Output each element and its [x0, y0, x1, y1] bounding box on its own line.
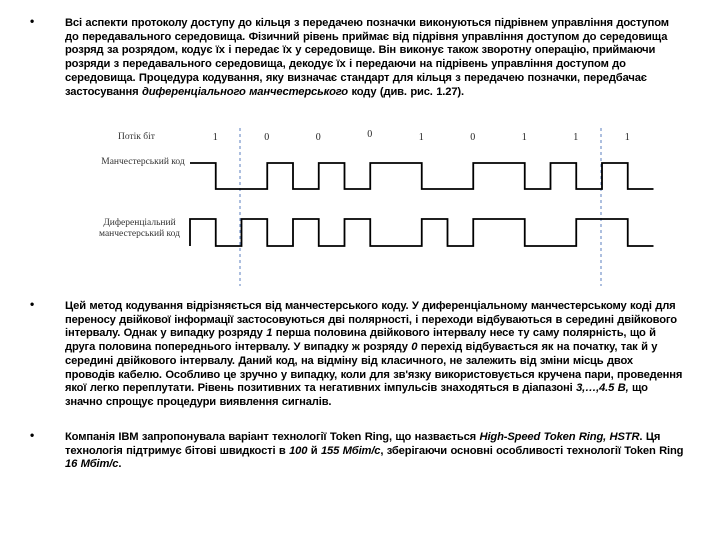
- manchester-waveform: [190, 163, 654, 189]
- paragraph-hstr-text-d: , зберігаючи основні особливості технології Token Ring: [380, 444, 684, 457]
- paragraph-method-bit-zero: 0: [411, 341, 418, 354]
- bit-value-label: 0: [264, 132, 270, 143]
- paragraph-method-text-b: перша половина двійкового інтервалу несе ту саму полярність, що й друга половина попереднього інтервалу. У випадку ж розряду: [65, 327, 656, 354]
- diff-manchester-label: Диференціальний манчестерський код: [99, 218, 180, 239]
- paragraph-hstr-text-b: . Ця технологія підтримує бітові швидкості в: [65, 431, 661, 457]
- paragraph-hstr-speed-155: 155 Мбіт/с: [320, 444, 381, 457]
- bit-value-label: 1: [521, 132, 527, 143]
- paragraph-intro-tail: коду (див. рис. 1.27).: [348, 85, 464, 98]
- bit-value-label: 0: [315, 132, 321, 143]
- paragraph-method-voltage-range: 3,…,4.5 В,: [576, 382, 629, 395]
- manchester-label: Манчестерський код: [101, 157, 185, 167]
- bit-value-label: 1: [418, 132, 424, 143]
- paragraph-method-bit-one: 1: [266, 327, 273, 340]
- diff-manchester-signal: [190, 219, 654, 246]
- bit-value-label: 1: [573, 132, 579, 143]
- paragraph-hstr-name: High-Speed Token Ring, HSTR: [479, 431, 640, 443]
- paragraph-hstr-text-e: .: [118, 458, 122, 471]
- bullet-1: •: [30, 14, 35, 28]
- paragraph-method-text-c: перехід відбувається як на початку, так й у середині двійкового інтервалу. Даний код, на відміну від класичного, не залежить від зміни місць двох проводів кабелю. Особливо це зручно у випадку, коли для зв'язку використовується кручена пари, проведення якої легко переплутати. Рівень позитивних та негативних імпульсів знаходяться в діапазоні: [65, 341, 683, 395]
- bit-value-label: 0: [470, 132, 476, 143]
- paragraph-hstr-speed-100: 100: [289, 444, 308, 457]
- bit-value-label: 0: [367, 129, 373, 140]
- bit-value-label: 1: [212, 132, 218, 143]
- manchester-signal: [190, 163, 654, 189]
- paragraph-hstr: [65, 431, 685, 472]
- paragraph-hstr-text-c: й: [307, 444, 321, 457]
- bit-boundary-markers: [240, 128, 601, 286]
- paragraph-method-text-d: що значно спрощує процедури виявлення сигналів.: [65, 382, 648, 408]
- bullet-3: •: [30, 428, 35, 442]
- paragraph-hstr-text-a: Компанія IBM запропонувала варіант технології Token Ring, що назвається: [65, 431, 480, 443]
- paragraph-hstr-speed-16: 16 Мбіт/с: [65, 458, 119, 471]
- paragraph-intro-emphasis: диференціального манчестерського: [141, 85, 348, 98]
- bit-value-label: 1: [624, 132, 630, 143]
- bullet-2: •: [30, 297, 35, 311]
- bit-stream-label: Потік біт: [118, 132, 155, 142]
- paragraph-method-text-a: Цей метод кодування відрізняється від манчестерського коду. У диференціальному манчестерському коді для переносу двійкової інформації застосовуються дві полярності, і переходи відбуваються в середині двійкового інтервалу. Однак у випадку розряду: [65, 300, 677, 340]
- paragraph-method: [65, 300, 685, 410]
- paragraph-intro-text: Всі аспекти протоколу доступу до кільця з передачею позначки виконуються підрівнем управління доступом до передавального середовища. Фізичний рівень приймає від підрівня управління доступом до середовища розряд за розрядом, кодує їх і передає їх у середовище. Він виконує також зворотну операцію, приймаючи розряди з передавального середовища, декодує їх і передаючи на підрівень управління доступом до середовища. Процедура кодування, яку визначає стандарт для кільця з передачею позначки, передбачає застосування: [65, 17, 669, 98]
- diff-manchester-waveform: [190, 219, 654, 246]
